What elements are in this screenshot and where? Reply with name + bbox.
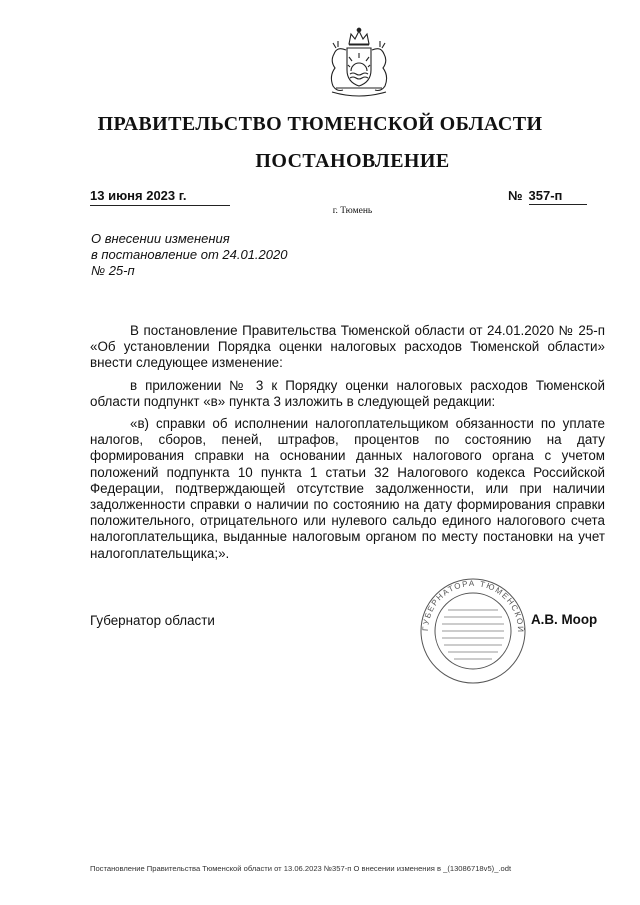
document-footer: Постановление Правительства Тюменской области от 13.06.2023 №357-п О внесении изменения в _(13086718v5)_.odt bbox=[90, 864, 512, 873]
body-paragraph: «в) справки об исполнении налогоплательщиком обязанности по уплате налогов, сборов, пеней, штрафов, процентов по состоянию на дату формирования справки на основании данных налогового органа с учетом положений подпункта 10 пункта 1 статьи 32 Налогового кодекса Российской Федерации, подтверждающей отсутствие задолженности, или при наличии задолженности справки о наличии по состоянию на дату формирования справки положительного, отрицательного или нулевого сальдо единого налогового счета налогоплательщика, выданные налоговым органом по месту постановки на учет налогоплательщика;». bbox=[90, 416, 605, 561]
number-sign: № bbox=[508, 188, 523, 203]
government-title: ПРАВИТЕЛЬСТВО ТЮМЕНСКОЙ ОБЛАСТИ bbox=[97, 113, 543, 135]
document-number bbox=[508, 188, 604, 206]
stamp-text: ГУБЕРНАТОРА ТЮМЕНСКОЙ bbox=[420, 578, 526, 634]
subject-line: О внесении изменения bbox=[91, 231, 230, 246]
document-body bbox=[90, 323, 605, 568]
document-type: ПОСТАНОВЛЕНИЕ bbox=[255, 150, 450, 172]
number-value: 357-п bbox=[529, 188, 587, 205]
signature-stamp-icon bbox=[418, 576, 528, 686]
svg-text:ГУБЕРНАТОРА ТЮМЕНСКОЙ bbox=[421, 579, 525, 634]
document-subject bbox=[91, 231, 287, 279]
body-paragraph: в приложении № 3 к Порядку оценки налоговых расходов Тюменской области подпункт «в» пункта 3 изложить в следующей редакции: bbox=[90, 377, 605, 409]
signer-title: Губернатор области bbox=[90, 613, 215, 628]
coat-of-arms-icon bbox=[318, 26, 400, 108]
subject-line: № 25-п bbox=[91, 263, 135, 278]
signer-name: А.В. Моор bbox=[531, 612, 598, 627]
body-paragraph: В постановление Правительства Тюменской области от 24.01.2020 № 25-п «Об установлении Порядка оценки налоговых расходов Тюменской области» внести следующее изменение: bbox=[90, 323, 605, 371]
subject-line: в постановление от 24.01.2020 bbox=[91, 247, 288, 262]
document-date: 13 июня 2023 г. bbox=[90, 188, 230, 206]
city-label: г. Тюмень bbox=[332, 206, 373, 216]
